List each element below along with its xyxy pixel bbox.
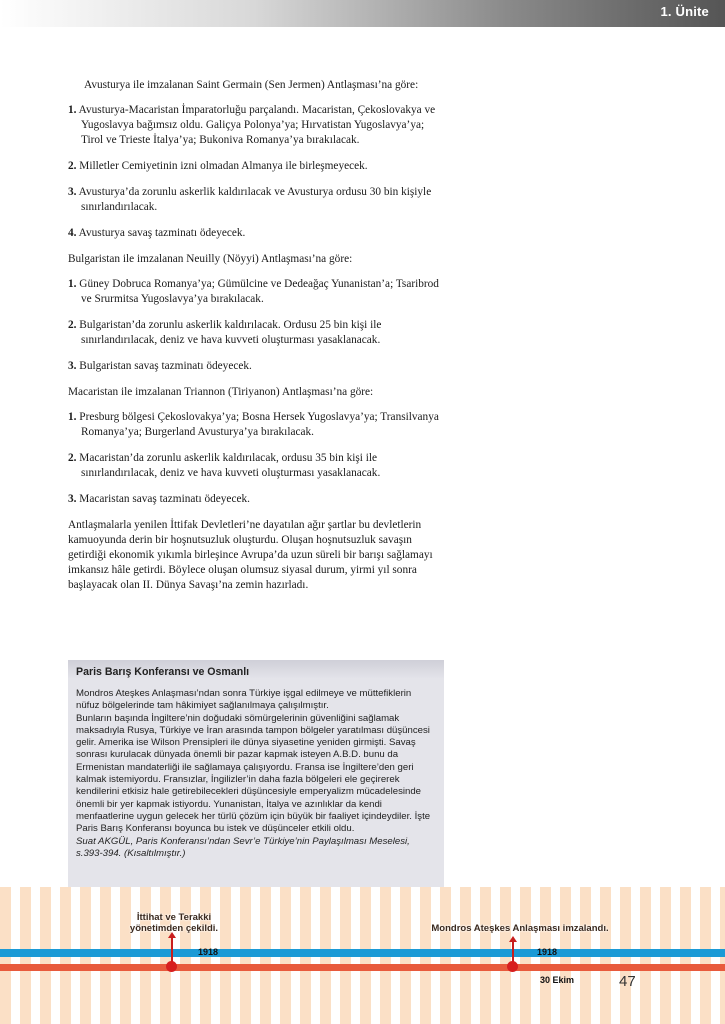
timeline-blue-band [0, 949, 725, 957]
austria-item [68, 226, 443, 241]
event-label-line: Mondros Ateşkes Anlaşması imzalandı. [431, 923, 609, 934]
info-paragraph: Bunların başında İngiltere’nin doğudaki sömürgelerinin güvenliğini sağlamak maksadıyla Rusya, Türkiye ve İran arasında tampon bölgeler yaratılması düşüncesi gelir. Amerika ise Wilson Prensipleri ile dünya siyasetine yeniden girmişti. Savaş sonrası kurulacak dünyada önemli bir pazar kapmak isteyen A.B.D. bunu da Ermenistan mandaterliği ile sağlamaya çalışıyordu. Fransa ise İngiltere’den geri kalmak istemiyordu. Fransızlar, İngilizler’in daha fazla bölgeleri ele geçirerek kendilerini etkisiz hale getirebilecekleri düşüncesiyle emperyalizm mücadelesinde önemli bir yer kapmak istiyordu. Yunanistan, İtalya ve azınlıklar da kendi menfaatlerine uygun gelecek her türlü çözüm için büyük bir faaliyet içindeydiler. İşte Paris Barış Konferansı boyunca bu istek ve düşünceler etkili oldu. [76, 712, 431, 835]
item-number: 1. [68, 104, 77, 116]
info-box-body [68, 679, 444, 860]
item-text: Avusturya-Macaristan İmparatorluğu parçalandı. Macaristan, Çekoslovakya ve Yugoslavya bağımsız oldu. Galiçya Polonya’ya; Hırvatistan Yugoslavya’ya; Tirol ve Trieste İtalya’ya; Bukoniva Romanya’ya bırakılacak. [76, 104, 436, 146]
page-header-band [0, 0, 725, 27]
bulgaria-item [68, 318, 443, 348]
item-text: Bulgaristan savaş tazminatı ödeyecek. [76, 360, 252, 372]
item-text: Avusturya’da zorunlu askerlik kaldırılacak ve Avusturya ordusu 30 bin kişiyle sınırlandırılacak. [76, 186, 432, 213]
info-box [68, 660, 444, 887]
austria-item [68, 185, 443, 215]
timeline-stem [171, 937, 173, 964]
timeline-event-label [426, 923, 614, 934]
info-box-title: Paris Barış Konferansı ve Osmanlı [68, 660, 444, 679]
item-number: 2. [68, 319, 77, 331]
item-text: Avusturya savaş tazminatı ödeyecek. [76, 227, 246, 239]
item-number: 3. [68, 493, 77, 505]
closing-paragraph: Antlaşmalarla yenilen İttifak Devletleri’ne dayatılan ağır şartlar bu devletlerin kamuoyunda derin bir hoşnutsuzluk oluşturdu. Oluşan hoşnutsuzluk savaşın getirdiği ekonomik yıkımla birleşince Avrupa’da uzun süreli bir barışı sağlamayı imkansız hâle getirdi. Böylece oluşan olumsuz siyasal durum, yirmi yıl sonra başlayacak olan II. Dünya Savaşı’na zemin hazırladı. [68, 519, 433, 591]
info-paragraph: Mondros Ateşkes Anlaşması’ndan sonra Türkiye işgal edilmeye ve müttefiklerin nüfuz bölgelerinde tam hâkimiyet sağlanılmaya çalışılmıştır. [76, 688, 412, 712]
timeline-marker [507, 961, 518, 972]
timeline-red-band [0, 964, 725, 971]
item-number: 3. [68, 186, 77, 198]
timeline-marker [166, 961, 177, 972]
bulgaria-item [68, 277, 443, 307]
hungary-item [68, 492, 443, 507]
bulgaria-intro: Bulgaristan ile imzalanan Neuilly (Nöyyi) Antlaşması’na göre: [68, 253, 353, 265]
timeline-year: 1918 [198, 947, 219, 957]
item-text: Güney Dobruca Romanya’ya; Gümülcine ve Dedeağaç Yunanistan’a; Tsaribrod ve Srurmitsa Yugoslavya’ya bırakılacak. [76, 278, 439, 305]
item-number: 1. [68, 411, 77, 423]
item-text: Bulgaristan’da zorunlu askerlik kaldırılacak. Ordusu 25 bin kişi ile sınırlandırılacak, deniz ve hava kuvveti oluşturması yasaklanacak. [76, 319, 382, 346]
unit-label: 1. Ünite [660, 4, 709, 19]
hungary-intro: Macaristan ile imzalanan Triannon (Tiriyanon) Antlaşması’na göre: [68, 386, 374, 398]
austria-intro: Avusturya ile imzalanan Saint Germain (Sen Jermen) Antlaşması’na göre: [84, 79, 419, 91]
timeline-date: 30 Ekim [540, 975, 575, 985]
info-source-citation: Suat AKGÜL, Paris Konferansı’ndan Sevr’e Türkiye’nin Paylaşılması Meselesi, s.393-394. (Kısaltılmıştır.) [76, 835, 410, 859]
item-text: Macaristan savaş tazminatı ödeyecek. [76, 493, 250, 505]
austria-item [68, 103, 443, 148]
item-number: 2. [68, 160, 77, 172]
item-number: 2. [68, 452, 77, 464]
page-number: 47 [619, 973, 636, 990]
item-text: Milletler Cemiyetinin izni olmadan Almanya ile birleşmeyecek. [76, 160, 368, 172]
hungary-item [68, 451, 443, 481]
bulgaria-item [68, 359, 443, 374]
main-text [68, 78, 443, 593]
hungary-item [68, 410, 443, 440]
timeline-event-label [120, 912, 228, 934]
item-text: Presburg bölgesi Çekoslovakya’ya; Bosna Hersek Yugoslavya’ya; Transilvanya Romanya’ya; Burgerland Avusturya’ya bırakılacak. [76, 411, 439, 438]
event-label-line: yönetimden çekildi. [129, 923, 219, 934]
item-text: Macaristan’da zorunlu askerlik kaldırılacak, ordusu 35 bin kişi ile sınırlandırılacak, deniz ve hava kuvveti oluşturması yasaklanacak. [76, 452, 381, 479]
austria-item [68, 159, 443, 174]
event-label-line: İttihat ve Terakki [136, 912, 212, 923]
timeline-year: 1918 [537, 947, 558, 957]
item-number: 1. [68, 278, 77, 290]
item-number: 3. [68, 360, 77, 372]
item-number: 4. [68, 227, 77, 239]
